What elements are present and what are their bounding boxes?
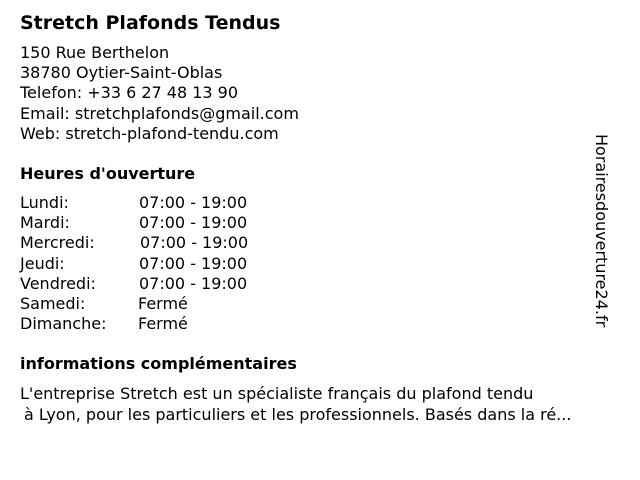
day-hours: 07:00 - 19:00 <box>139 253 248 273</box>
day-hours: 07:00 - 19:00 <box>139 193 248 212</box>
day-hours: Fermé <box>138 314 188 334</box>
phone-line: Telefon: +33 6 27 48 13 90 <box>20 83 239 103</box>
day-hours: 07:00 - 19:00 <box>139 213 248 233</box>
day-label: Lundi: <box>20 193 69 212</box>
day-label: Mardi: <box>20 213 70 233</box>
web-line: Web: stretch-plafond-tendu.com <box>20 123 279 143</box>
opening-hours-heading: Heures d'ouverture <box>20 164 196 183</box>
day-hours: Fermé <box>138 293 188 313</box>
description-line: à Lyon, pour les particuliers et les professionnels. Basés dans la ré... <box>24 404 572 424</box>
day-label: Vendredi: <box>20 273 96 293</box>
day-hours: 07:00 - 19:00 <box>140 233 249 253</box>
business-description <box>20 384 630 425</box>
contact-block <box>20 43 299 144</box>
address-line-street: 150 Rue Berthelon <box>20 43 170 62</box>
site-watermark: Horairesdouverture24.fr <box>592 134 611 328</box>
day-hours: 07:00 - 19:00 <box>139 273 248 293</box>
day-label: Mercredi: <box>20 233 95 253</box>
day-label: Jeudi: <box>20 253 65 273</box>
description-line: L'entreprise Stretch est un spécialiste français du plafond tendu <box>20 384 534 403</box>
additional-info-heading: informations complémentaires <box>20 354 297 373</box>
day-label: Samedi: <box>20 293 86 313</box>
email-line: Email: stretchplafonds@gmail.com <box>20 103 299 123</box>
business-name: Stretch Plafonds Tendus <box>20 12 281 34</box>
day-label: Dimanche: <box>20 314 107 334</box>
address-line-city: 38780 Oytier-Saint-Oblas <box>20 63 223 83</box>
